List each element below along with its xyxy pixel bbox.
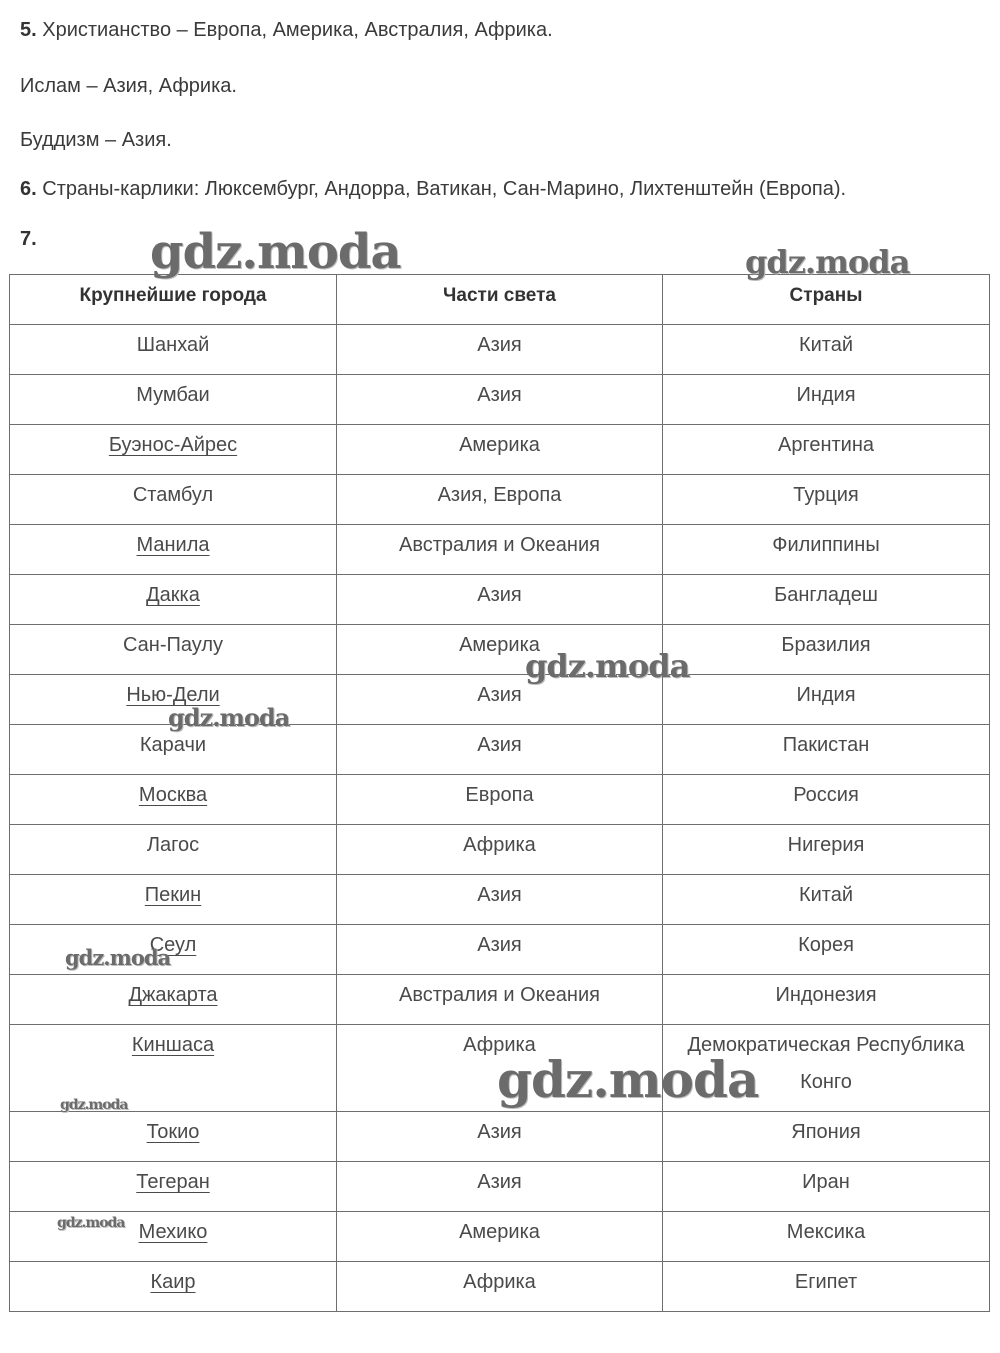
part-cell: Азия xyxy=(337,725,663,775)
city-name: Манила xyxy=(136,534,210,556)
country-cell: Индия xyxy=(663,375,990,425)
watermark: gdz.moda xyxy=(497,1050,759,1109)
city-cell xyxy=(10,1112,337,1162)
part-cell: Африка xyxy=(337,1262,663,1312)
answer-5 xyxy=(20,18,553,42)
country-cell: Демократическая Республика Конго xyxy=(663,1025,990,1112)
table-row xyxy=(10,475,990,525)
answer-6 xyxy=(20,177,846,201)
city-name: Токио xyxy=(146,1121,200,1143)
city-name: Дакка xyxy=(146,584,200,606)
city-name: Киншаса xyxy=(131,1034,215,1056)
city-cell xyxy=(10,1262,337,1312)
city-name: Буэнос-Айрес xyxy=(108,434,238,456)
watermark: gdz.moda xyxy=(65,945,171,970)
header-cities: Крупнейшие города xyxy=(10,275,337,325)
table-row xyxy=(10,325,990,375)
country-cell: Турция xyxy=(663,475,990,525)
table-row xyxy=(10,925,990,975)
city-cell xyxy=(10,675,337,725)
part-cell: Африка xyxy=(337,1025,663,1112)
country-cell: Россия xyxy=(663,775,990,825)
answer-7-number: 7. xyxy=(20,228,37,250)
part-cell: Австралия и Океания xyxy=(337,525,663,575)
city-name: Сеул xyxy=(149,934,197,956)
part-cell: Азия xyxy=(337,675,663,725)
answer-5-islam: Ислам – Азия, Африка. xyxy=(20,75,237,97)
table-row xyxy=(10,625,990,675)
table-row xyxy=(10,525,990,575)
city-name: Тегеран xyxy=(136,1171,210,1193)
watermark: gdz.moda xyxy=(57,1215,125,1231)
city-name: Каир xyxy=(150,1271,196,1293)
part-cell: Америка xyxy=(337,425,663,475)
part-cell: Азия xyxy=(337,925,663,975)
city-cell xyxy=(10,1025,337,1112)
country-cell: Китай xyxy=(663,875,990,925)
city-cell: Карачи xyxy=(10,725,337,775)
city-name: Пекин xyxy=(144,884,202,906)
country-cell: Нигерия xyxy=(663,825,990,875)
table-row xyxy=(10,875,990,925)
table-row xyxy=(10,1212,990,1262)
part-cell: Азия xyxy=(337,875,663,925)
header-parts-of-world: Части света xyxy=(337,275,663,325)
answer-6-text: Страны-карлики: Люксембург, Андорра, Ватикан, Сан-Марино, Лихтенштейн (Европа). xyxy=(36,178,847,200)
country-cell: Бразилия xyxy=(663,625,990,675)
country-cell: Индия xyxy=(663,675,990,725)
country-cell: Пакистан xyxy=(663,725,990,775)
watermark: gdz.moda xyxy=(745,243,910,281)
city-cell: Мумбаи xyxy=(10,375,337,425)
table-row xyxy=(10,775,990,825)
answer-5-buddhism: Буддизм – Азия. xyxy=(20,129,172,151)
answer-7 xyxy=(20,227,37,251)
part-cell: Америка xyxy=(337,625,663,675)
country-cell: Иран xyxy=(663,1162,990,1212)
country-cell: Индонезия xyxy=(663,975,990,1025)
part-cell: Австралия и Океания xyxy=(337,975,663,1025)
cities-table xyxy=(9,274,990,1312)
country-cell: Филиппины xyxy=(663,525,990,575)
country-cell: Аргентина xyxy=(663,425,990,475)
table-row xyxy=(10,975,990,1025)
city-cell xyxy=(10,875,337,925)
part-cell: Европа xyxy=(337,775,663,825)
table-row xyxy=(10,825,990,875)
part-cell: Азия xyxy=(337,375,663,425)
city-cell: Шанхай xyxy=(10,325,337,375)
city-cell xyxy=(10,425,337,475)
table-row xyxy=(10,425,990,475)
table-row xyxy=(10,1162,990,1212)
part-cell: Азия xyxy=(337,575,663,625)
city-cell xyxy=(10,775,337,825)
part-cell: Азия, Европа xyxy=(337,475,663,525)
country-cell: Мексика xyxy=(663,1212,990,1262)
part-cell: Азия xyxy=(337,325,663,375)
table-row xyxy=(10,575,990,625)
part-cell: Америка xyxy=(337,1212,663,1262)
header-countries: Страны xyxy=(663,275,990,325)
city-cell xyxy=(10,575,337,625)
table-row xyxy=(10,1112,990,1162)
city-cell xyxy=(10,975,337,1025)
table-row xyxy=(10,375,990,425)
city-name: Нью-Дели xyxy=(126,684,220,706)
part-cell: Африка xyxy=(337,825,663,875)
country-cell: Египет xyxy=(663,1262,990,1312)
answer-5-text: Христианство – Европа, Америка, Австралия, Африка. xyxy=(36,19,553,41)
table-row xyxy=(10,675,990,725)
city-name: Джакарта xyxy=(128,984,218,1006)
watermark: gdz.moda xyxy=(60,1097,128,1113)
city-cell: Стамбул xyxy=(10,475,337,525)
city-cell xyxy=(10,1212,337,1262)
table-row xyxy=(10,1025,990,1112)
city-cell xyxy=(10,925,337,975)
city-name: Мехико xyxy=(138,1221,208,1243)
country-cell: Бангладеш xyxy=(663,575,990,625)
answer-5-number: 5. xyxy=(20,19,37,41)
part-cell: Азия xyxy=(337,1162,663,1212)
country-cell: Китай xyxy=(663,325,990,375)
city-name: Москва xyxy=(138,784,208,806)
city-cell xyxy=(10,525,337,575)
watermark: gdz.moda xyxy=(525,647,690,685)
part-cell: Азия xyxy=(337,1112,663,1162)
city-cell: Сан-Паулу xyxy=(10,625,337,675)
table-header-row xyxy=(10,275,990,325)
country-cell: Корея xyxy=(663,925,990,975)
watermark: gdz.moda xyxy=(150,224,401,280)
city-cell: Лагос xyxy=(10,825,337,875)
city-cell xyxy=(10,1162,337,1212)
watermark: gdz.moda xyxy=(168,703,290,732)
table-row xyxy=(10,725,990,775)
answer-6-number: 6. xyxy=(20,178,37,200)
table-row xyxy=(10,1262,990,1312)
country-cell: Япония xyxy=(663,1112,990,1162)
